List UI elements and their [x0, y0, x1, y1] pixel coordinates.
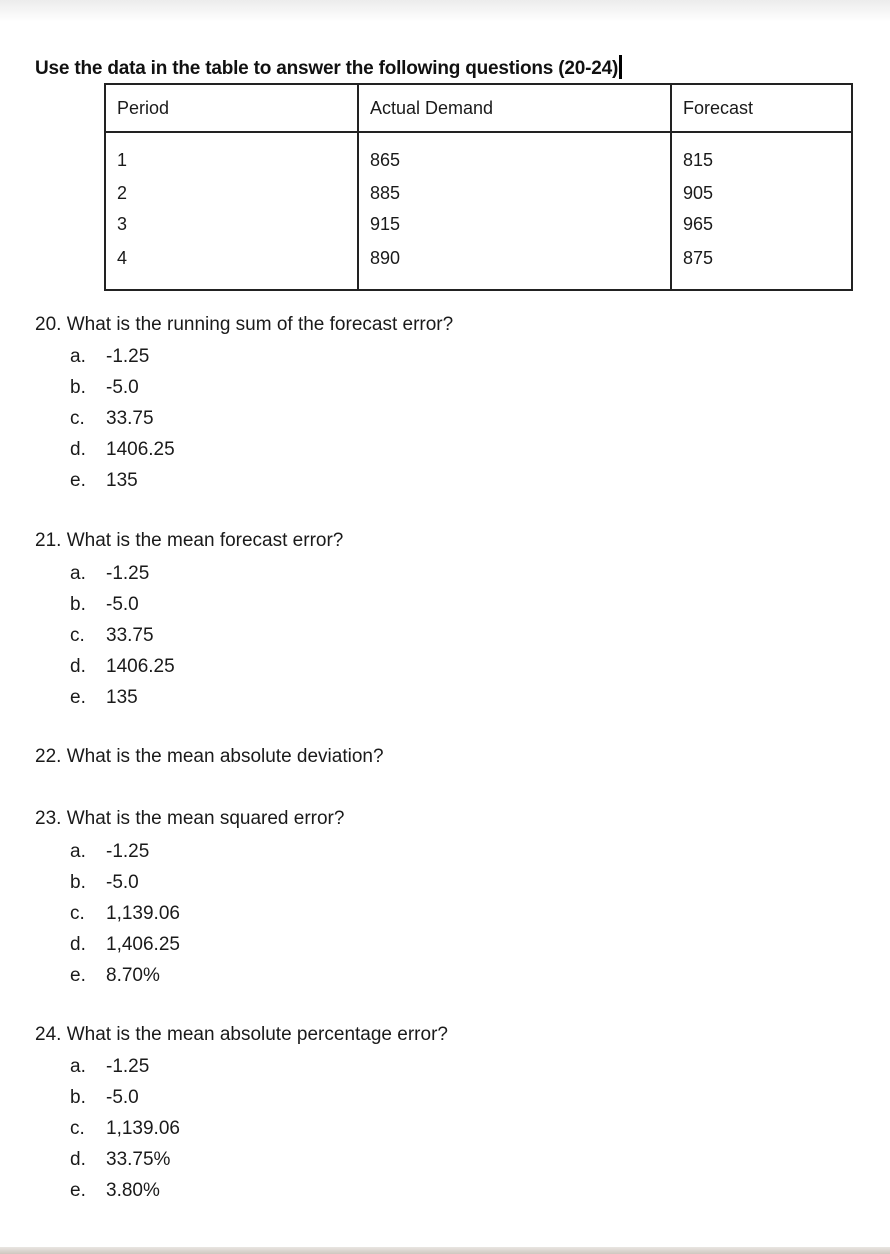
choice-text: -5.0 — [106, 377, 139, 398]
choice-letter: b. — [70, 872, 86, 893]
choice-text: 1,139.06 — [106, 1118, 180, 1139]
choice-b — [70, 589, 175, 620]
choice-letter: d. — [70, 656, 86, 677]
choice-letter: c. — [70, 1118, 85, 1139]
table-row — [105, 240, 852, 290]
choice-letter: c. — [70, 903, 85, 924]
cell-forecast: 875 — [671, 240, 852, 290]
question-24: 24. What is the mean absolute percentage error? — [35, 1024, 448, 1045]
question-23-choices — [70, 836, 180, 991]
choice-text: -5.0 — [106, 1087, 139, 1108]
choice-a — [70, 1051, 180, 1082]
choice-text: 33.75% — [106, 1149, 171, 1170]
cell-forecast: 965 — [671, 209, 852, 240]
choice-letter: e. — [70, 965, 86, 986]
text-cursor — [619, 55, 622, 79]
choice-letter: b. — [70, 594, 86, 615]
table-row — [105, 178, 852, 209]
choice-text: 135 — [106, 470, 138, 491]
choice-text: 3.80% — [106, 1180, 160, 1201]
table-row — [105, 209, 852, 240]
table-row — [105, 132, 852, 178]
choice-text: 1406.25 — [106, 439, 175, 460]
choice-e — [70, 1175, 180, 1206]
choice-text: 135 — [106, 687, 138, 708]
choice-b — [70, 867, 180, 898]
choice-a — [70, 836, 180, 867]
choice-d — [70, 651, 175, 682]
choice-letter: a. — [70, 841, 86, 862]
choice-letter: c. — [70, 408, 85, 429]
cell-actual-demand: 915 — [358, 209, 671, 240]
choice-e — [70, 682, 175, 713]
instruction-text: Use the data in the table to answer the following questions (20-24) — [35, 58, 619, 79]
header-period: Period — [105, 84, 358, 132]
choice-text: -1.25 — [106, 841, 150, 862]
header-actual-demand: Actual Demand — [358, 84, 671, 132]
question-20-choices — [70, 341, 175, 496]
choice-letter: b. — [70, 1087, 86, 1108]
choice-d — [70, 434, 175, 465]
choice-letter: e. — [70, 470, 86, 491]
cell-actual-demand: 890 — [358, 240, 671, 290]
cell-forecast: 905 — [671, 178, 852, 209]
choice-text: -1.25 — [106, 1056, 150, 1077]
choice-text: 1,139.06 — [106, 903, 180, 924]
choice-d — [70, 929, 180, 960]
choice-d — [70, 1144, 180, 1175]
demand-forecast-table — [104, 83, 853, 291]
cell-forecast: 815 — [671, 132, 852, 178]
cell-period: 4 — [105, 240, 358, 290]
question-24-choices — [70, 1051, 180, 1206]
cell-actual-demand: 885 — [358, 178, 671, 209]
choice-text: 8.70% — [106, 965, 160, 986]
question-21-choices — [70, 558, 175, 713]
choice-letter: b. — [70, 377, 86, 398]
instruction-heading — [35, 55, 622, 80]
choice-letter: d. — [70, 934, 86, 955]
cell-period: 3 — [105, 209, 358, 240]
question-20: 20. What is the running sum of the forecast error? — [35, 314, 454, 335]
choice-letter: a. — [70, 346, 86, 367]
choice-letter: e. — [70, 687, 86, 708]
table-header-row — [105, 84, 852, 132]
question-21: 21. What is the mean forecast error? — [35, 530, 344, 551]
choice-text: -5.0 — [106, 594, 139, 615]
choice-letter: d. — [70, 439, 86, 460]
choice-text: -1.25 — [106, 346, 150, 367]
choice-c — [70, 620, 175, 651]
choice-c — [70, 898, 180, 929]
page-bottom-edge — [0, 1247, 890, 1254]
choice-text: 1,406.25 — [106, 934, 180, 955]
choice-c — [70, 1113, 180, 1144]
choice-b — [70, 1082, 180, 1113]
choice-letter: a. — [70, 563, 86, 584]
window-top-shade — [0, 0, 890, 22]
cell-actual-demand: 865 — [358, 132, 671, 178]
choice-a — [70, 558, 175, 589]
choice-c — [70, 403, 175, 434]
choice-letter: a. — [70, 1056, 86, 1077]
choice-letter: e. — [70, 1180, 86, 1201]
choice-letter: c. — [70, 625, 85, 646]
header-forecast: Forecast — [671, 84, 852, 132]
cell-period: 1 — [105, 132, 358, 178]
choice-text: 1406.25 — [106, 656, 175, 677]
choice-text: -5.0 — [106, 872, 139, 893]
choice-b — [70, 372, 175, 403]
choice-letter: d. — [70, 1149, 86, 1170]
cell-period: 2 — [105, 178, 358, 209]
choice-e — [70, 960, 180, 991]
choice-text: 33.75 — [106, 408, 154, 429]
choice-text: -1.25 — [106, 563, 150, 584]
choice-a — [70, 341, 175, 372]
choice-e — [70, 465, 175, 496]
question-22: 22. What is the mean absolute deviation? — [35, 746, 384, 767]
question-23: 23. What is the mean squared error? — [35, 808, 345, 829]
choice-text: 33.75 — [106, 625, 154, 646]
